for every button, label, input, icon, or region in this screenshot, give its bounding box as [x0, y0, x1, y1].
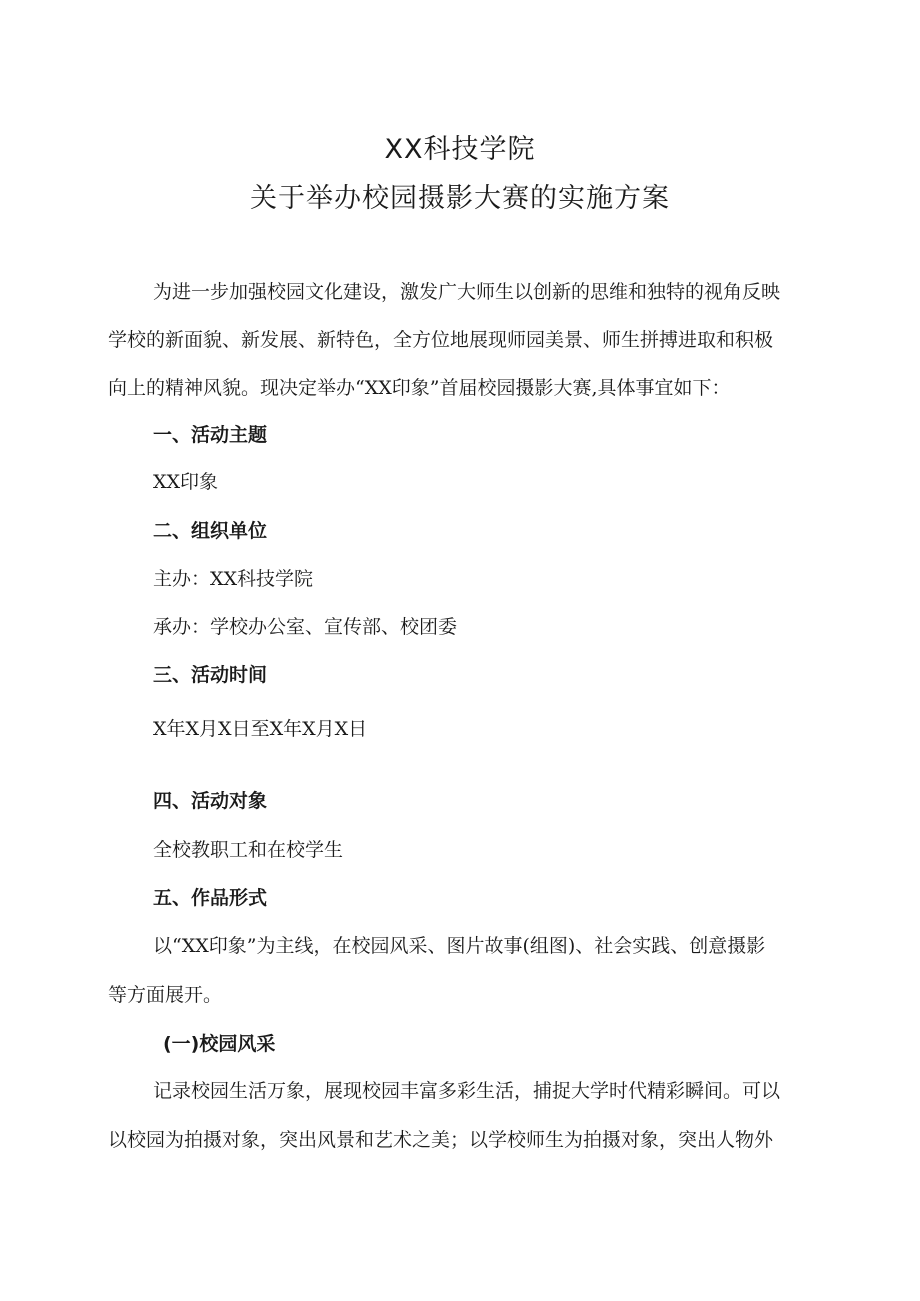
section-heading-participants: 四、活动对象	[153, 790, 268, 812]
section-heading-format: 五、作品形式	[153, 887, 268, 909]
section-heading-organizers: 二、组织单位	[153, 520, 268, 542]
campus-line: 记录校园生活万象，展现校园丰富多彩生活，捕捉大学时代精彩瞬间。可以	[153, 1080, 781, 1102]
document-title-school: XX科技学院	[384, 134, 536, 165]
section-heading-theme: 一、活动主题	[153, 424, 268, 446]
subsection-heading-campus: (一)校园风采	[163, 1033, 276, 1055]
format-line: 以“XX印象”为主线，在校园风采、图片故事(组图)、社会实践、创意摄影	[153, 935, 766, 957]
intro-line: 学校的新面貌、新发展、新特色，全方位地展现师园美景、师生拼搏进取和积极	[108, 329, 774, 351]
host-text: 主办：XX科技学院	[153, 568, 314, 590]
section-heading-time: 三、活动时间	[153, 664, 268, 686]
intro-line: 向上的精神风貌。现决定举办“XX印象”首届校园摄影大赛,具体事宜如下：	[108, 377, 731, 399]
time-text: X年X月X日至X年X月X日	[153, 718, 368, 740]
campus-line: 以校园为拍摄对象，突出风景和艺术之美；以学校师生为拍摄对象，突出人物外	[108, 1129, 774, 1151]
participants-text: 全校教职工和在校学生	[153, 839, 344, 861]
theme-text: XX印象	[153, 471, 219, 493]
format-line: 等方面展开。	[108, 984, 223, 1006]
document-title-subject: 关于举办校园摄影大赛的实施方案	[250, 183, 670, 214]
organizer-text: 承办：学校办公室、宣传部、校团委	[153, 616, 458, 638]
intro-line: 为进一步加强校园文化建设，激发广大师生以创新的思维和独特的视角反映	[153, 281, 781, 303]
